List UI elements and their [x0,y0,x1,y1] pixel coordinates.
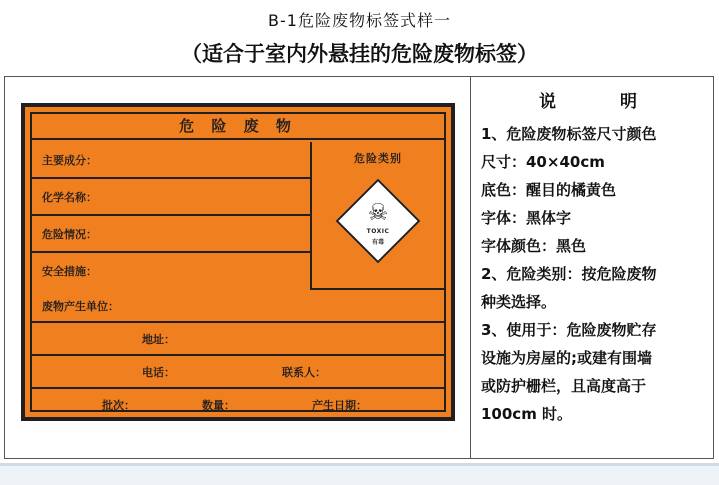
label-field-main-composition: 主要成分： [32,142,310,179]
pictogram-label-en: TOXIC [366,228,390,235]
hazardous-waste-label [21,103,455,421]
label-cell [5,77,471,458]
label-key-quantity: 数量： [202,399,235,412]
label-field-hazard-situation: 危险情况： [32,216,310,253]
explanation-line: 100cm 时。 [481,405,573,423]
explanation-line: 种类选择。 [481,293,557,311]
hazard-class-block [312,142,444,290]
skull-and-crossbones-icon: ☠ [367,200,389,226]
label-row-producer [32,290,444,323]
bottom-divider [0,463,719,466]
explanation-line: 1、危险废物标签尺寸颜色 [481,125,657,143]
page-title-line1: B-1危险废物标签式样一 [268,11,451,30]
label-field-rows [32,142,312,290]
explanation-line: 字体颜色：黑色 [481,237,587,255]
pictogram-label-cn: 有毒 [371,239,384,246]
label-row-address [32,323,444,356]
hazard-pictogram [341,184,415,258]
label-lower-rows [32,290,444,410]
explanation-line: 或防护栅栏，且高度高于 [481,377,647,395]
label-field-safety-measures: 安全措施： [42,265,97,278]
explanation-line: 设施为房屋的;或建有围墙 [481,349,652,367]
hazard-class-title: 危险类别 [354,152,402,165]
explanation-title: 说 明 [539,92,647,112]
explanation-line: 3、使用于：危险废物贮存 [481,321,657,339]
label-row-phone-contact [32,356,444,389]
explanation-line: 2、危险类别：按危险废物 [481,265,657,283]
label-field-chemical-name: 化学名称： [32,179,310,216]
explanation-line: 底色：醒目的橘黄色 [481,181,617,199]
label-key-address: 地址： [142,333,175,346]
explanation-line: 尺寸：40×40cm [481,153,605,171]
label-key-contact: 联系人： [282,366,326,379]
explanation-cell [471,77,713,458]
content-table [4,76,714,459]
label-key-batch: 批次： [102,399,135,412]
label-key-date: 产生日期： [312,399,367,412]
page-title-line2: （适合于室内外悬挂的危险废物标签） [181,42,538,66]
label-key-producer: 废物产生单位： [42,300,119,313]
label-key-phone: 电话： [142,366,175,379]
label-row-batch-qty-date [32,389,444,422]
bottom-strip [0,463,719,485]
label-title: 危 险 废 物 [32,114,444,140]
explanation-line: 字体：黑体字 [481,209,572,227]
